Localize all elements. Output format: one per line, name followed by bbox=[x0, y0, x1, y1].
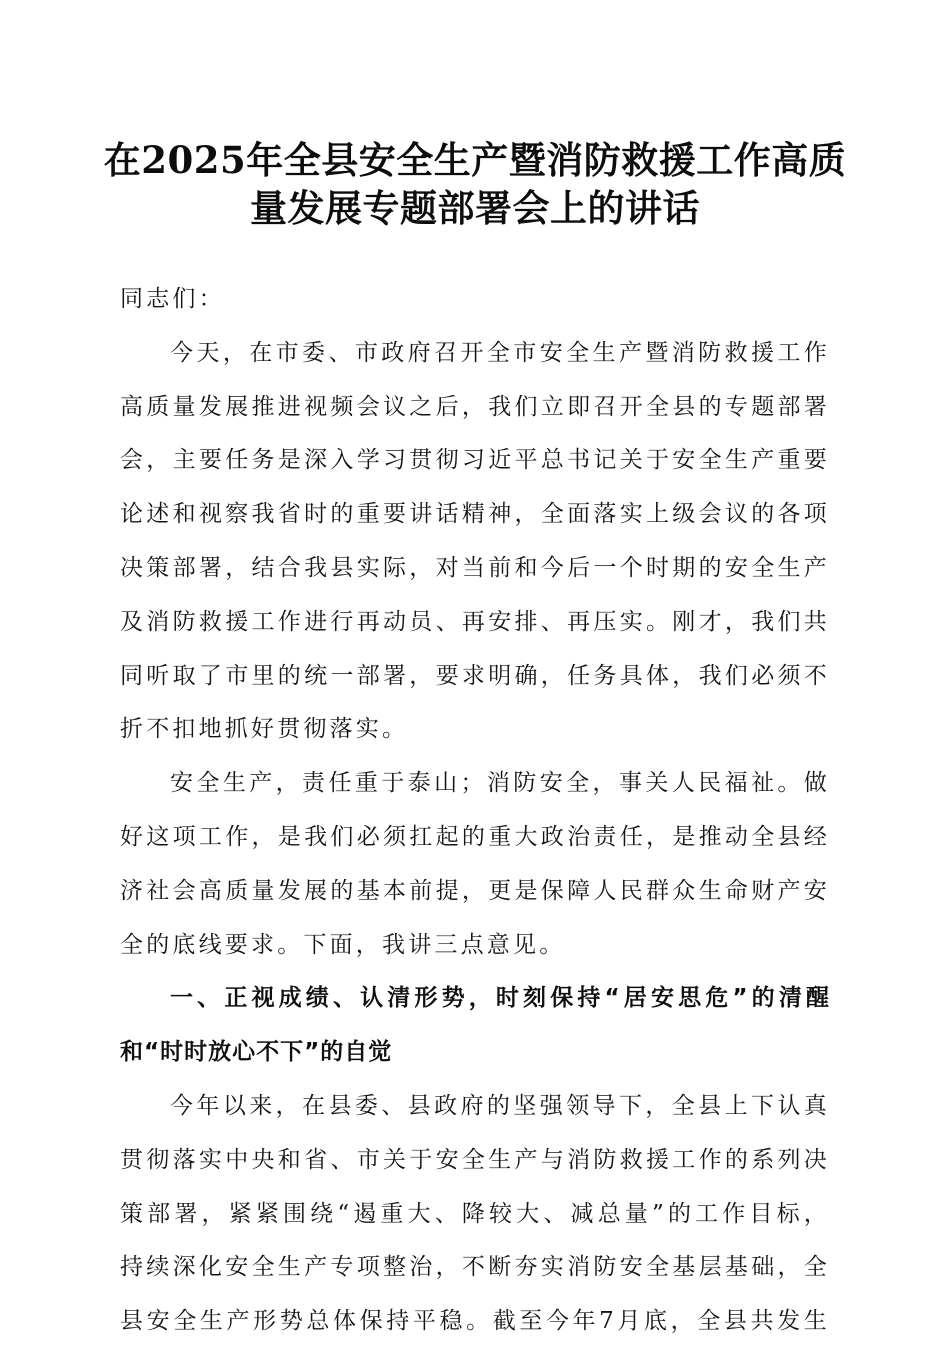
paragraph-line: 今年以来，在县委、县政府的坚强领导下，全县上下认真 bbox=[170, 1092, 830, 1119]
heading-line: 一、正视成绩、认清形势，时刻保持“居安思危”的清醒 bbox=[170, 985, 830, 1012]
title-line-2: 量发展专题部署会上的讲话 bbox=[250, 186, 700, 230]
heading-line: 和“时时放心不下”的自觉 bbox=[120, 1039, 393, 1066]
document-body bbox=[120, 273, 830, 1349]
paragraph-line: 全的底线要求。下面，我讲三点意见。 bbox=[120, 931, 566, 958]
title-line-1: 在2025年全县安全生产暨消防救援工作高质 bbox=[103, 138, 847, 182]
paragraph-line: 决策部署，结合我县实际，对当前和今后一个时期的安全生产 bbox=[120, 554, 830, 581]
paragraph-line: 好这项工作，是我们必须扛起的重大政治责任，是推动全县经 bbox=[120, 823, 830, 850]
salutation bbox=[120, 273, 830, 327]
paragraph-3 bbox=[120, 1080, 830, 1349]
salutation-line: 同志们： bbox=[120, 286, 225, 312]
paragraph-line: 折不扣地抓好贯彻落实。 bbox=[120, 716, 409, 743]
paragraph-line: 安全生产，责任重于泰山；消防安全，事关人民福祉。做 bbox=[170, 770, 830, 797]
paragraph-line: 贯彻落实中央和省、市关于安全生产与消防救援工作的系列决 bbox=[120, 1146, 830, 1173]
paragraph-line: 会，主要任务是深入学习贯彻习近平总书记关于安全生产重要 bbox=[120, 447, 830, 474]
paragraph-line: 同听取了市里的统一部署，要求明确，任务具体，我们必须不 bbox=[120, 662, 830, 689]
paragraph-line: 论述和视察我省时的重要讲话精神，全面落实上级会议的各项 bbox=[120, 501, 830, 528]
paragraph-line: 县安全生产形势总体保持平稳。截至今年7月底，全县共发生 bbox=[120, 1308, 830, 1335]
paragraph-2 bbox=[120, 757, 830, 972]
paragraph-line: 策部署，紧紧围绕“遏重大、降较大、减总量”的工作目标， bbox=[120, 1200, 830, 1227]
paragraph-line: 及消防救援工作进行再动员、再安排、再压实。刚才，我们共 bbox=[120, 608, 830, 635]
paragraph-line: 济社会高质量发展的基本前提，更是保障人民群众生命财产安 bbox=[120, 877, 830, 904]
section-heading-1 bbox=[120, 972, 830, 1080]
paragraph-line: 今天，在市委、市政府召开全市安全生产暨消防救援工作 bbox=[170, 339, 830, 366]
paragraph-1 bbox=[120, 327, 830, 757]
document-title bbox=[100, 136, 850, 232]
paragraph-line: 高质量发展推进视频会议之后，我们立即召开全县的专题部署 bbox=[120, 393, 830, 420]
paragraph-line: 持续深化安全生产专项整治，不断夯实消防安全基层基础，全 bbox=[120, 1254, 830, 1281]
